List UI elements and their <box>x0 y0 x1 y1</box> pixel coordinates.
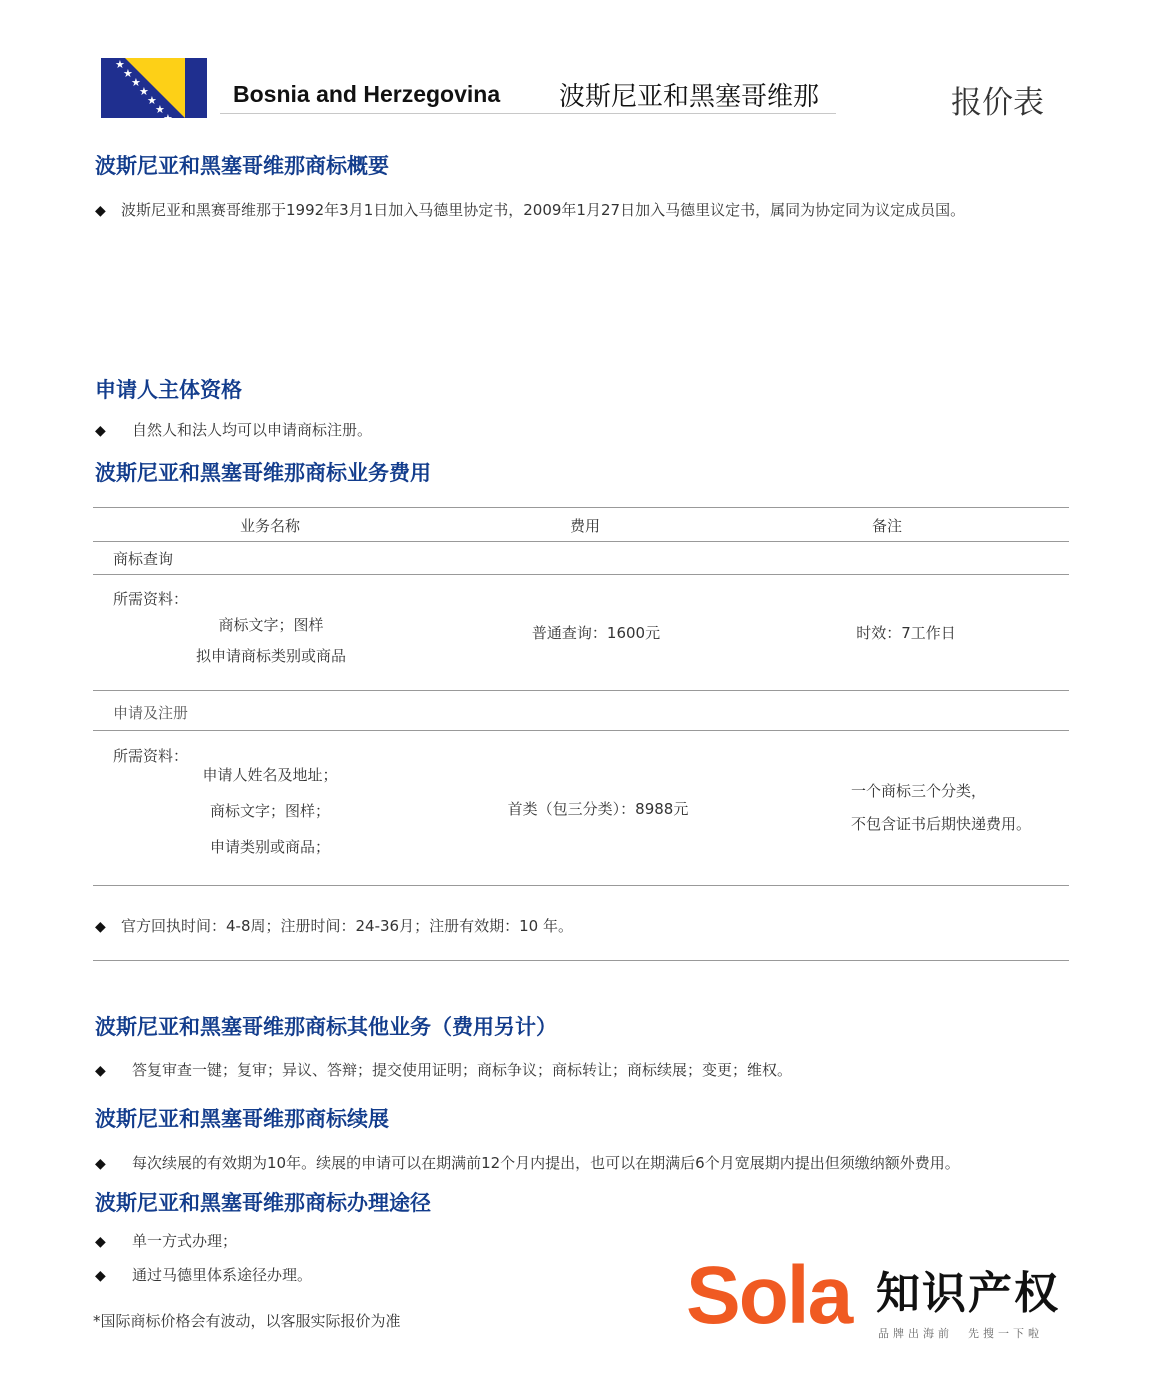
search-fee: 普通查询：1600元 <box>531 624 661 642</box>
bullet-icon: ◆ <box>95 919 106 935</box>
country-title-cn: 波斯尼亚和黑塞哥维那 <box>559 82 820 112</box>
document-label: 报价表 <box>951 85 1044 121</box>
registration-material-item: 申请类别或商品； <box>209 838 331 856</box>
channels-text: 通过马德里体系途径办理。 <box>132 1266 313 1284</box>
bullet-icon: ◆ <box>95 1063 106 1079</box>
other-title: 波斯尼亚和黑塞哥维那商标其他业务（费用另计） <box>95 1015 557 1039</box>
logo-tagline: 品牌出海前 先搜一下啦 <box>878 1327 1043 1340</box>
channels-text: 单一方式办理； <box>132 1232 238 1250</box>
overview-text: 波斯尼亚和黑赛哥维那于1992年3月1日加入马德里协定书，2009年1月27日加入马德里议定书，属同为协定同为议定成员国。 <box>121 201 966 219</box>
overview-title: 波斯尼亚和黑塞哥维那商标概要 <box>95 154 389 178</box>
channels-bullet <box>95 1230 237 1251</box>
bullet-icon: ◆ <box>95 1234 106 1250</box>
search-material-item: 商标文字；图样 <box>218 616 324 634</box>
section-divider <box>93 960 1069 961</box>
table-rule <box>93 690 1069 691</box>
table-rule <box>93 730 1069 731</box>
logo-name-cn: 知识产权 <box>876 1268 1060 1319</box>
other-bullet <box>95 1059 792 1080</box>
search-material-item: 拟申请商标类别或商品 <box>195 647 347 665</box>
svg-text:★: ★ <box>163 112 173 125</box>
bosnia-flag-icon <box>101 58 207 125</box>
table-top-rule <box>93 507 1069 508</box>
timeline-text: 官方回执时间：4-8周；注册时间：24-36月；注册有效期：10 年。 <box>121 917 573 935</box>
price-footnote: *国际商标价格会有波动，以客服实际报价为准 <box>93 1312 401 1330</box>
table-header-name: 业务名称 <box>239 517 301 535</box>
fees-title: 波斯尼亚和黑塞哥维那商标业务费用 <box>95 461 431 485</box>
registration-materials-label: 所需资料： <box>113 747 189 765</box>
bullet-icon: ◆ <box>95 203 106 219</box>
channels-title: 波斯尼亚和黑塞哥维那商标办理途径 <box>95 1191 431 1215</box>
search-row-name: 商标查询 <box>113 550 174 568</box>
bullet-icon: ◆ <box>95 1268 106 1284</box>
overview-bullet <box>95 199 965 220</box>
registration-material-item: 申请人姓名及地址； <box>202 766 338 784</box>
svg-text:★: ★ <box>147 94 157 107</box>
sola-logo: Sola <box>686 1250 852 1341</box>
registration-note-line: 一个商标三个分类， <box>851 782 987 800</box>
svg-text:★: ★ <box>155 103 165 116</box>
registration-row-name: 申请及注册 <box>113 704 189 722</box>
registration-material-item: 商标文字；图样； <box>209 802 331 820</box>
svg-text:★: ★ <box>123 67 133 80</box>
header-divider <box>220 113 836 114</box>
svg-text:★: ★ <box>115 58 125 71</box>
other-text: 答复审查一键；复审；异议、答辩；提交使用证明；商标争议；商标转让；商标续展；变更；维权。 <box>132 1061 793 1079</box>
svg-text:★: ★ <box>139 85 149 98</box>
table-header-rule <box>93 541 1069 542</box>
renewal-title: 波斯尼亚和黑塞哥维那商标续展 <box>95 1107 389 1131</box>
channels-bullet <box>95 1264 312 1285</box>
renewal-text: 每次续展的有效期为10年。续展的申请可以在期满前12个月内提出，也可以在期满后6个月宽展期内提出但须缴纳额外费用。 <box>132 1154 960 1172</box>
applicant-bullet <box>95 419 372 440</box>
table-bottom-rule <box>93 885 1069 886</box>
country-title-en: Bosnia and Herzegovina <box>233 81 501 107</box>
search-note: 时效：7工作日 <box>856 624 956 642</box>
svg-text:★: ★ <box>131 76 141 89</box>
applicant-title: 申请人主体资格 <box>95 378 242 402</box>
table-header-fee: 费用 <box>569 517 601 535</box>
table-header-note: 备注 <box>871 517 903 535</box>
bullet-icon: ◆ <box>95 1156 106 1172</box>
renewal-bullet <box>95 1152 960 1173</box>
registration-note-line: 不包含证书后期快递费用。 <box>851 815 1032 833</box>
search-materials-label: 所需资料： <box>113 590 189 608</box>
applicant-text: 自然人和法人均可以申请商标注册。 <box>132 421 373 439</box>
registration-fee: 首类（包三分类）：8988元 <box>507 800 689 818</box>
table-rule <box>93 574 1069 575</box>
bullet-icon: ◆ <box>95 423 106 439</box>
timeline-bullet <box>95 915 573 936</box>
